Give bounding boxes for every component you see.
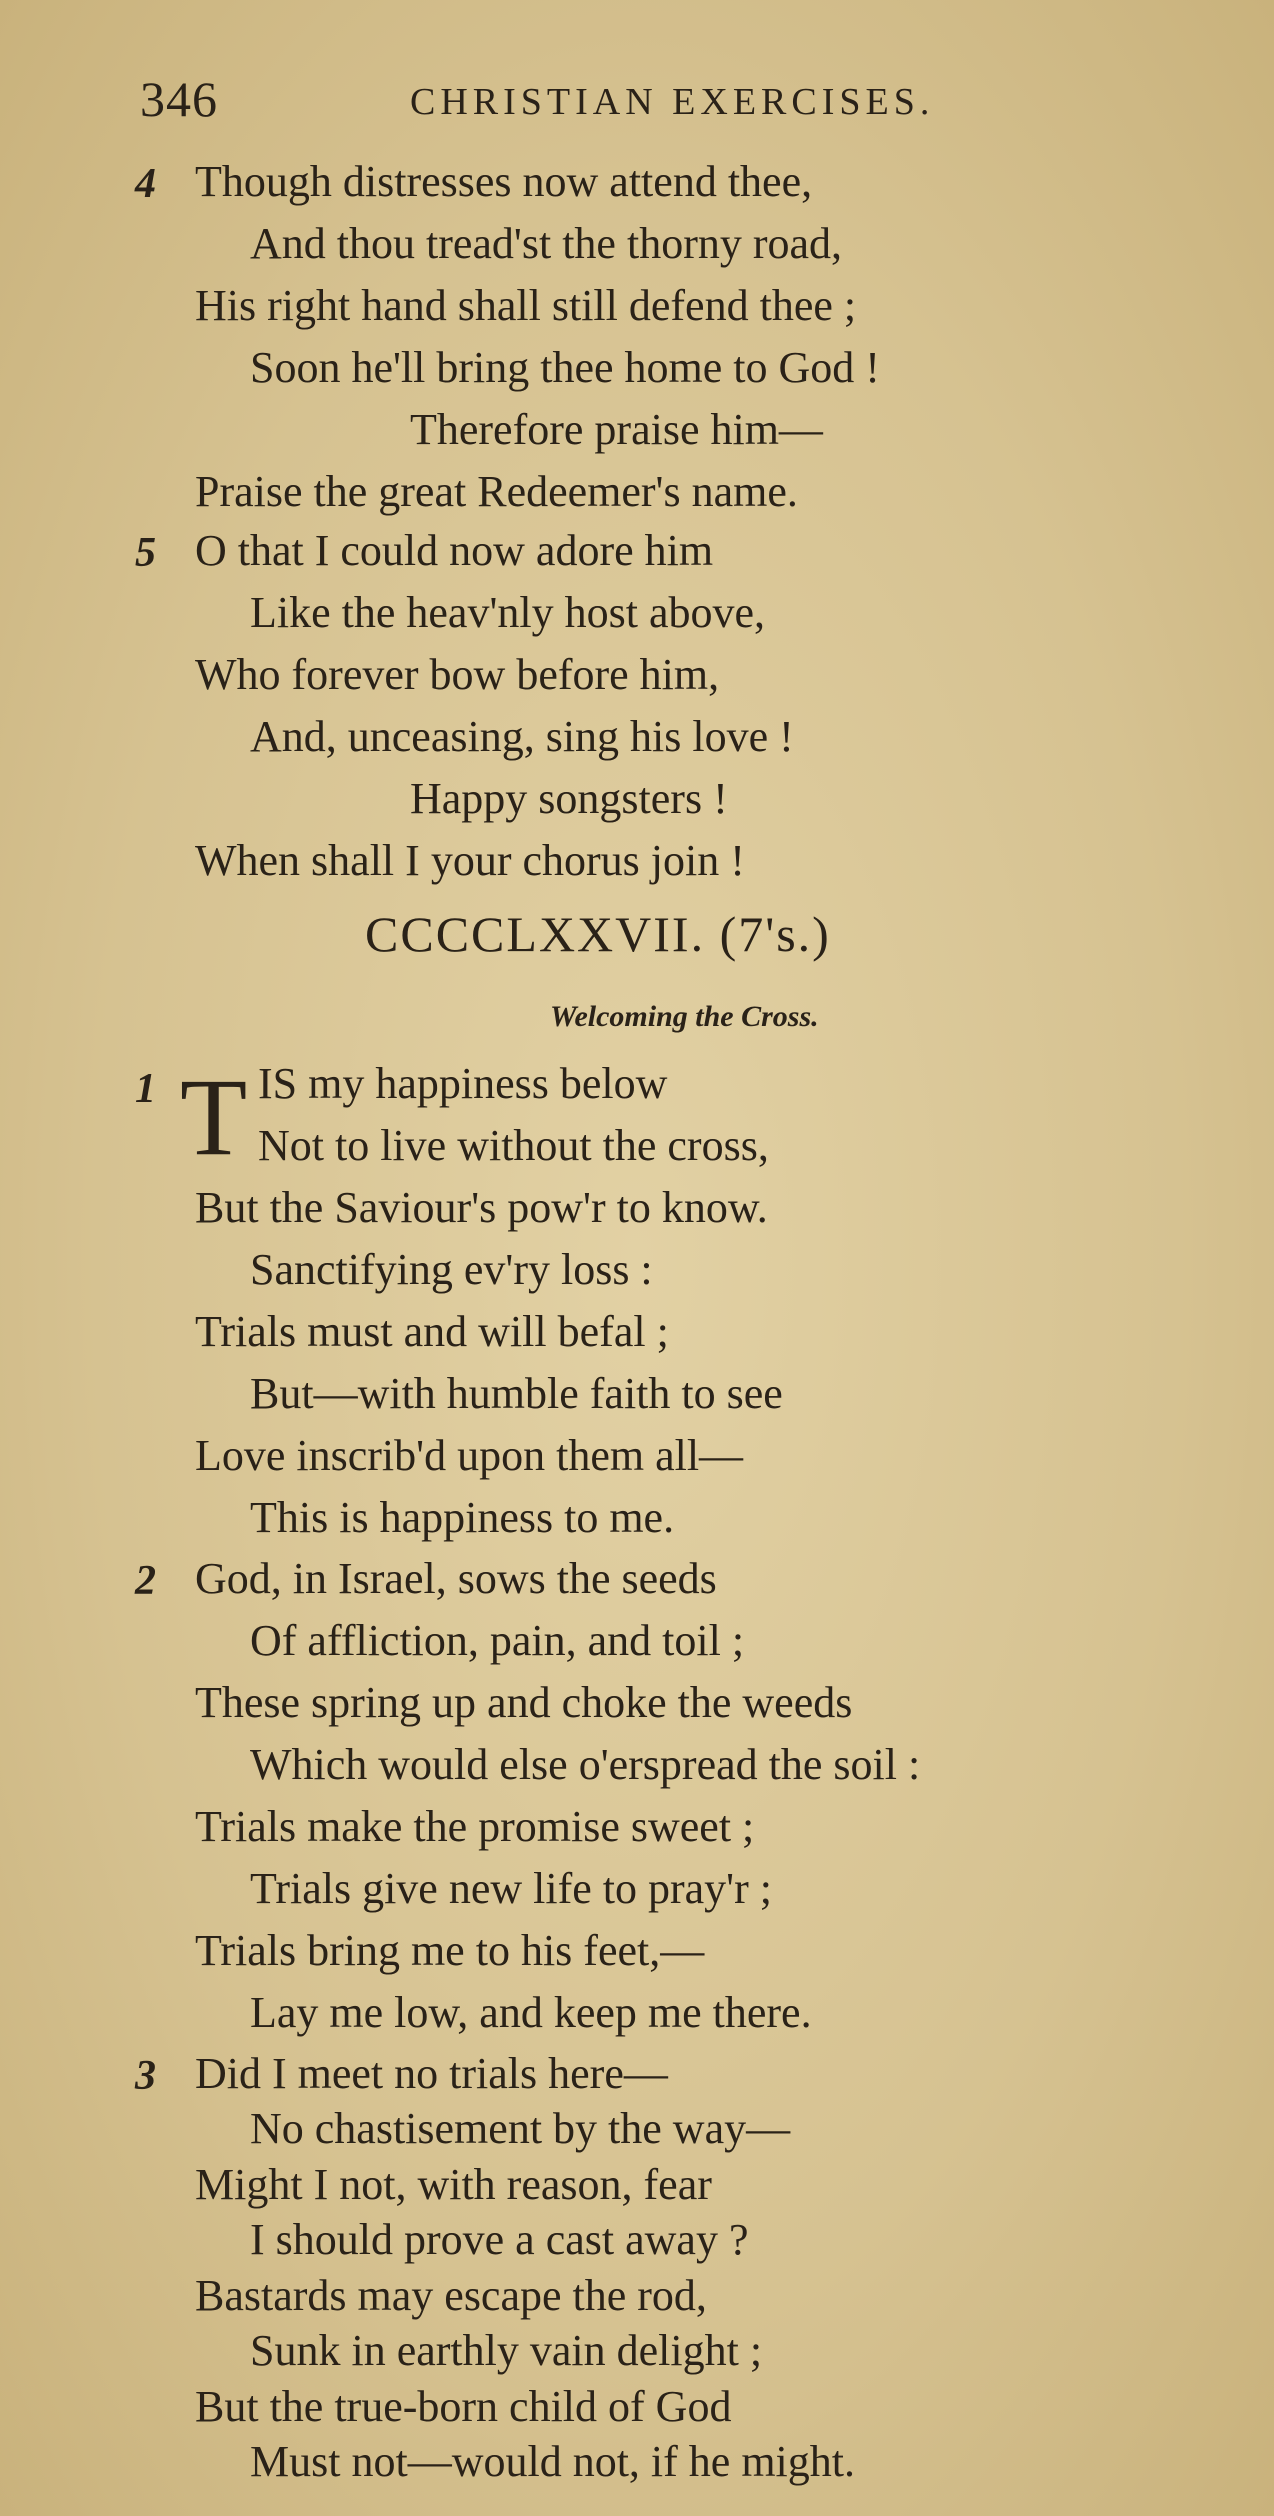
verse-line: Like the heav'nly host above,: [250, 588, 766, 637]
verse-number: 3: [135, 2053, 156, 2099]
running-title: CHRISTIAN EXERCISES.: [410, 81, 935, 123]
verse-line: Who forever bow before him,: [195, 650, 720, 699]
verse-line: IS my happiness below: [258, 1059, 668, 1108]
verse-line: But the true-born child of God: [195, 2382, 732, 2431]
verse-line: Trials bring me to his feet,—: [195, 1926, 705, 1975]
verse-line: Lay me low, and keep me there.: [250, 1988, 812, 2037]
verse-line: Love inscrib'd upon them all—: [195, 1431, 744, 1480]
verse-line: These spring up and choke the weeds: [195, 1678, 853, 1727]
verse-line: When shall I your chorus join !: [195, 836, 745, 885]
verse-line: Though distresses now attend thee,: [195, 157, 813, 206]
verse-line: I should prove a cast away ?: [250, 2215, 749, 2264]
hymn-subtitle: Welcoming the Cross.: [550, 1000, 819, 1033]
verse-line: Praise the great Redeemer's name.: [195, 467, 798, 516]
verse-line: Bastards may escape the rod,: [195, 2271, 707, 2320]
verse-line: Of affliction, pain, and toil ;: [250, 1616, 745, 1665]
verse-line: O that I could now adore him: [195, 526, 714, 575]
verse-line: His right hand shall still defend thee ;: [195, 281, 857, 330]
verse-number: 4: [135, 161, 156, 207]
verse-number: 5: [135, 530, 156, 576]
verse-line: Which would else o'erspread the soil :: [250, 1740, 921, 1789]
verse-line: No chastisement by the way—: [250, 2104, 791, 2153]
verse-line: Sanctifying ev'ry loss :: [250, 1245, 653, 1294]
verse-line: Trials give new life to pray'r ;: [250, 1864, 772, 1913]
verse-line: Might I not, with reason, fear: [195, 2160, 712, 2209]
verse-line: Therefore praise him—: [410, 405, 823, 454]
verse-line: Trials must and will befal ;: [195, 1307, 669, 1356]
verse-line: God, in Israel, sows the seeds: [195, 1554, 717, 1603]
page-number: 346: [140, 71, 218, 127]
verse-line: Happy songsters !: [410, 774, 728, 823]
verse-line: Not to live without the cross,: [258, 1121, 769, 1170]
verse-line: Sunk in earthly vain delight ;: [250, 2326, 763, 2375]
verse-line: And thou tread'st the thorny road,: [250, 219, 843, 268]
verse-line: Trials make the promise sweet ;: [195, 1802, 755, 1851]
verse-number: 2: [135, 1558, 156, 1604]
verse-number: 1: [135, 1066, 156, 1112]
running-head: [140, 70, 1180, 130]
verse-line: Did I meet no trials here—: [195, 2049, 668, 2098]
verse-line: This is happiness to me.: [250, 1493, 675, 1542]
verse-line: Soon he'll bring thee home to God !: [250, 343, 880, 392]
verse-line: Must not—would not, if he might.: [250, 2437, 855, 2486]
verse-line: And, unceasing, sing his love !: [250, 712, 794, 761]
verse-line: But the Saviour's pow'r to know.: [195, 1183, 768, 1232]
hymn-title: CCCCLXXVII. (7's.): [365, 906, 831, 962]
verse-line: But—with humble faith to see: [250, 1369, 783, 1418]
drop-cap: T: [180, 1056, 248, 1178]
